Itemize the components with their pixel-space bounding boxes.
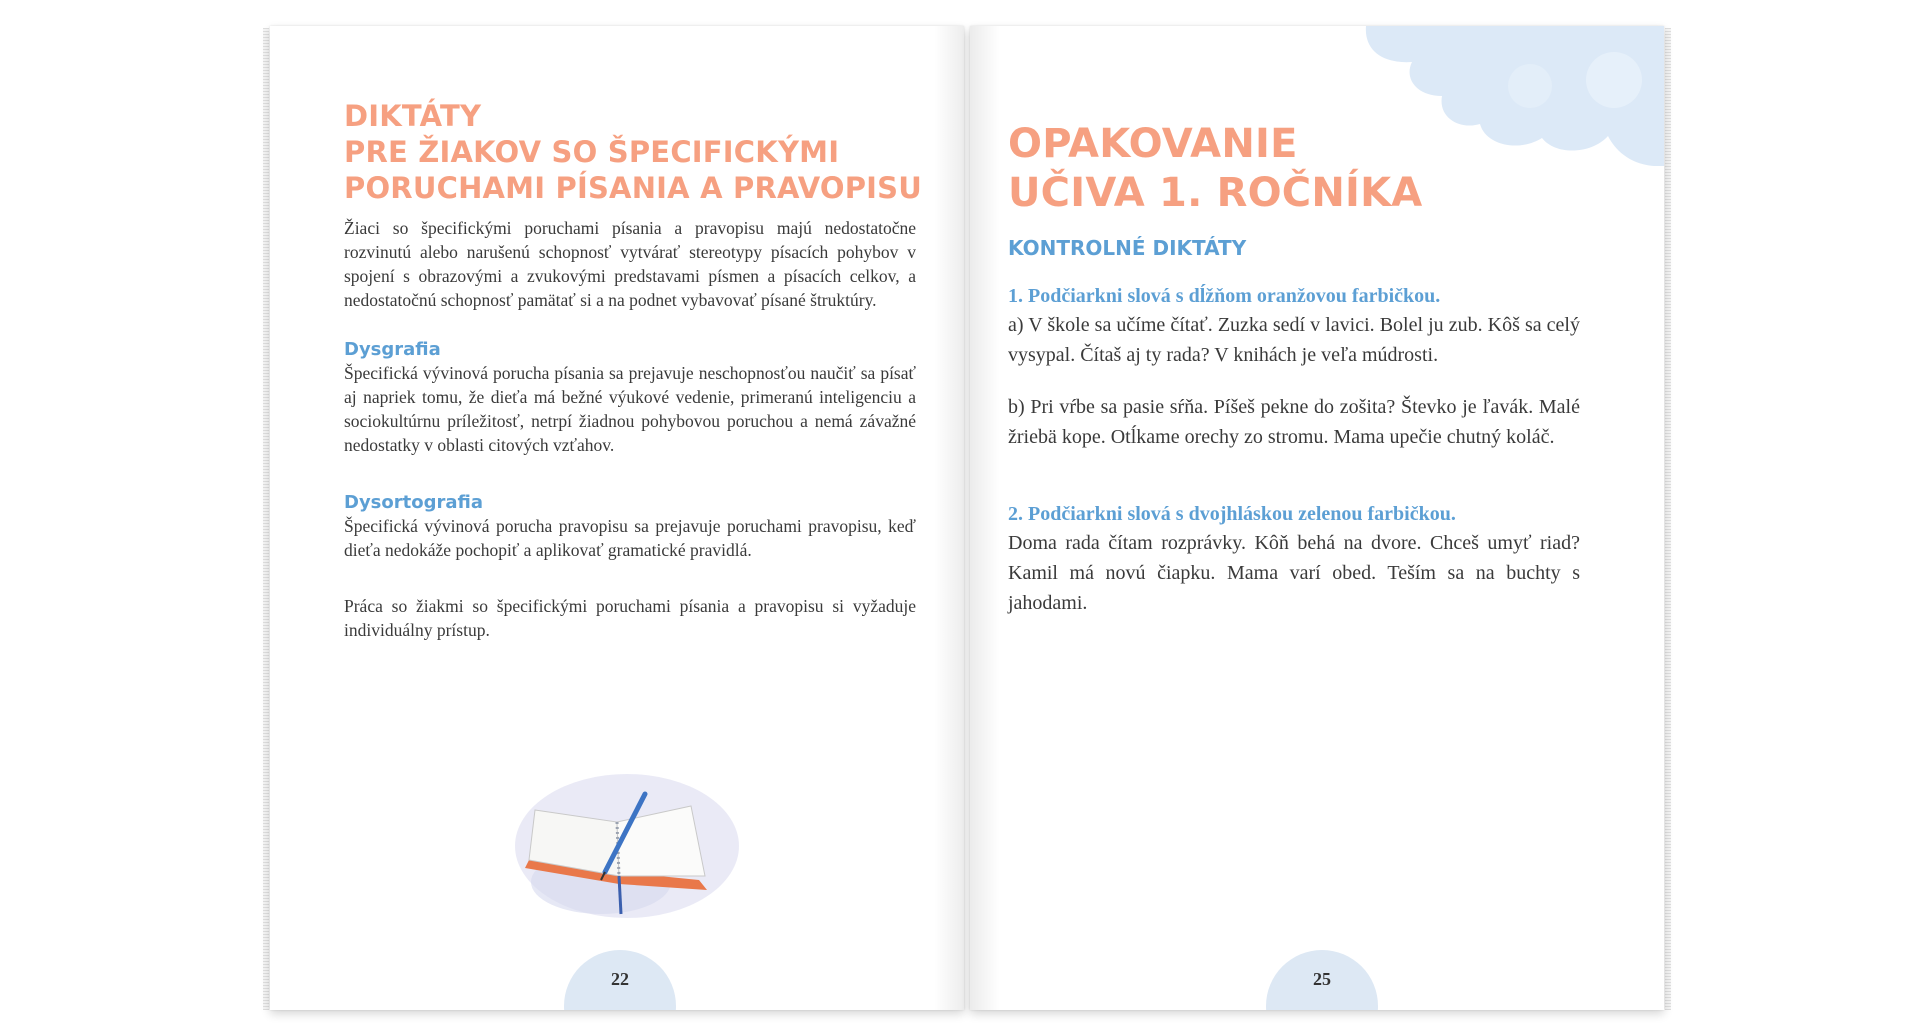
dysortografia-heading: Dysortografia [344,492,483,513]
right-page-edges [1665,28,1671,1010]
intro-paragraph: Žiaci so špecifickými poruchami písania a pravopisu majú nedostatočne rozvinutú alebo narušenú schopnosť vytvárať stereotypy písacích pohybov v spojení s obrazovými a zvukovými predstavami písmen a písacích celkov, a nedostatočnú schopnosť pamätať si a na podnet vybavovať písané štruktúry. [344,218,916,310]
left-page [270,26,964,1010]
right-title-line-2: UČIVA 1. ROČNÍKA [1008,170,1423,216]
right-page-number: 25 [1313,969,1331,989]
left-title-line-2: PRE ŽIAKOV SO ŠPECIFICKÝMI [344,135,840,169]
left-page-title [344,98,922,206]
left-page-edges [263,28,269,1010]
open-notebook-with-pen-icon [509,764,739,924]
exercise-1-heading: 1. Podčiarkni slová s dĺžňom oranžovou farbičkou. [1008,285,1441,307]
open-book [262,26,1672,1012]
kontrolne-diktaty-subtitle: KONTROLNÉ DIKTÁTY [1008,236,1247,260]
dysortografia-paragraph: Špecifická vývinová porucha pravopisu sa prejavuje poruchami pravopisu, keď dieťa nedokáže pochopiť a aplikovať gramatické pravidlá. [344,516,916,560]
right-title-line-1: OPAKOVANIE [1008,121,1298,167]
exercise-1a-paragraph: a) V škole sa učíme čítať. Zuzka sedí v lavici. Bolel ju zub. Kôš sa celý vysypal. Čítaš aj ty rada? V knihách je veľa múdrosti. [1008,314,1580,366]
closing-paragraph: Práca so žiakmi so špecifickými poruchami písania a pravopisu si vyžaduje individuálny prístup. [344,596,916,640]
left-title-line-1: DIKTÁTY [344,99,482,133]
exercise-2-heading: 2. Podčiarkni slová s dvojhláskou zelenou farbičkou. [1008,503,1456,525]
right-page [970,26,1664,1010]
right-page-title [1008,120,1422,218]
dysgrafia-heading: Dysgrafia [344,339,441,360]
exercise-2-paragraph: Doma rada čítam rozprávky. Kôň behá na dvore. Chceš umyť riad? Kamil má novú čiapku. Mama varí obed. Teším sa na buchty s jahodami. [1008,532,1580,614]
left-page-number: 22 [611,969,629,989]
exercise-1b-paragraph: b) Pri vŕbe sa pasie sŕňa. Píšeš pekne do zošita? Števko je ľavák. Malé žriebä kope. Otĺkame orechy zo stromu. Mama upečie chutný koláč. [1008,396,1580,448]
dysgrafia-paragraph: Špecifická vývinová porucha písania sa prejavuje neschopnosťou naučiť sa písať aj napriek tomu, že dieťa má bežné výukové vedenie, primeranú inteligenciu a sociokultúrnu príležitosť, netrpí žiadnou pohybovou poruchou a nemá závažné nedostatky v oblasti citových vzťahov. [344,363,916,455]
left-title-line-3: PORUCHAMI PÍSANIA A PRAVOPISU [344,171,922,205]
